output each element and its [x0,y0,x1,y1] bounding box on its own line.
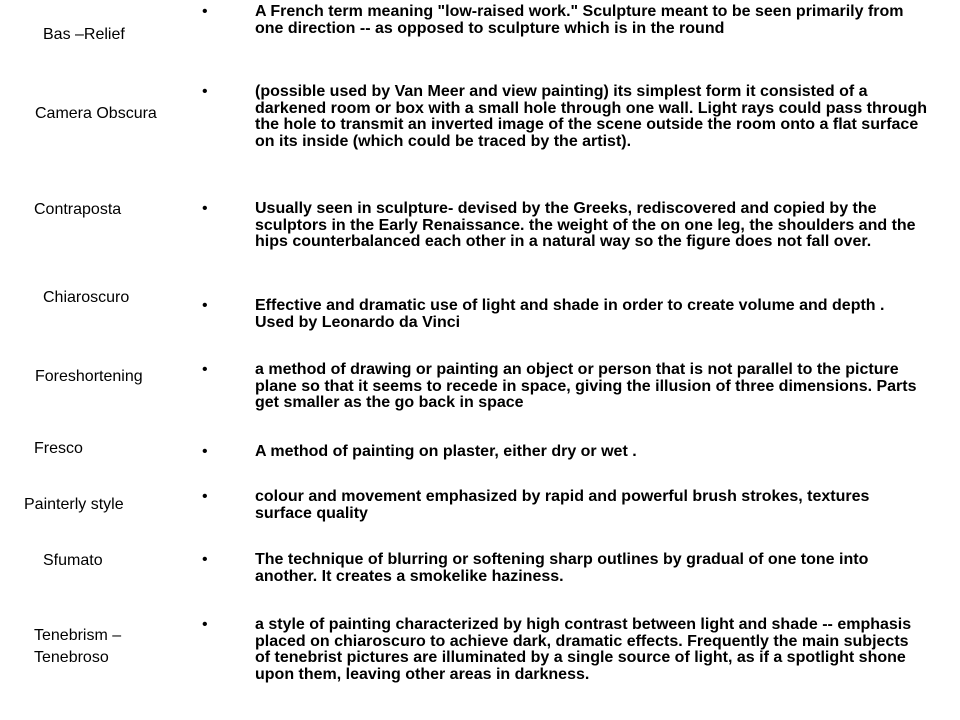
definition-foreshortening [202,361,928,412]
term-painterly-style: Painterly style [24,496,124,513]
bullet: • [202,488,208,505]
bullet: • [202,361,208,378]
definition-chiaroscuro [202,297,928,331]
bullet: • [202,3,208,20]
definition-text: A French term meaning "low-raised work." Sculpture meant to be seen primarily from one direction -- as opposed to sculpture which is in the round [255,3,904,37]
bullet: • [202,616,208,633]
definition-text: colour and movement emphasized by rapid and powerful brush strokes, textures surface quality [255,488,870,522]
term-fresco: Fresco [34,440,83,457]
definition-text: Usually seen in sculpture- devised by the Greeks, rediscovered and copied by the sculptors in the Early Renaissance. the weight of the on one leg, the shoulders and the hips counterbalanced each other in a natural way so the figure does not fall over. [255,200,916,250]
definition-text: (possible used by Van Meer and view painting) its simplest form it consisted of a darkened room or box with a small hole through one wall. Light rays could pass through the hole to transmit an inverted image of the scene outside the room onto a flat surface on its inside (which could be traced by the artist). [255,83,928,150]
definition-text: a style of painting characterized by high contrast between light and shade -- emphasis placed on chiaroscuro to achieve dark, dramatic effects. Frequently the main subjects of tenebrist pictures are illuminated by a single source of light, as if a spotlight shone upon them, leaving other areas in darkness. [255,616,912,683]
definition-painterly-style [202,488,928,522]
bullet: • [202,297,208,314]
bullet: • [202,200,208,217]
bullet: • [202,443,208,460]
term-tenebrism: Tenebrism – Tenebroso [34,627,122,666]
definition-text: a method of drawing or painting an object or person that is not parallel to the picture plane so that it seems to recede in space, giving the illusion of three dimensions. Parts get smaller as the go back in space [255,361,917,411]
definition-camera-obscura [202,83,928,150]
definition-text: A method of painting on plaster, either dry or wet . [255,443,637,460]
term-camera-obscura: Camera Obscura [35,105,157,122]
term-sfumato: Sfumato [43,552,103,569]
term-bas-relief: Bas –Relief [43,26,125,43]
definition-text: The technique of blurring or softening sharp outlines by gradual of one tone into another. It creates a smokelike haziness. [255,551,869,585]
bullet: • [202,83,208,100]
definition-sfumato [202,551,928,585]
definition-fresco [202,443,928,461]
definition-bas-relief [202,3,928,37]
definition-text: Effective and dramatic use of light and shade in order to create volume and depth . Used by Leonardo da Vinci [255,297,885,331]
definition-contraposta [202,200,928,251]
term-foreshortening: Foreshortening [35,368,143,385]
term-contraposta: Contraposta [34,201,122,218]
term-chiaroscuro: Chiaroscuro [43,289,130,306]
bullet: • [202,551,208,568]
definition-tenebrism [202,616,928,683]
